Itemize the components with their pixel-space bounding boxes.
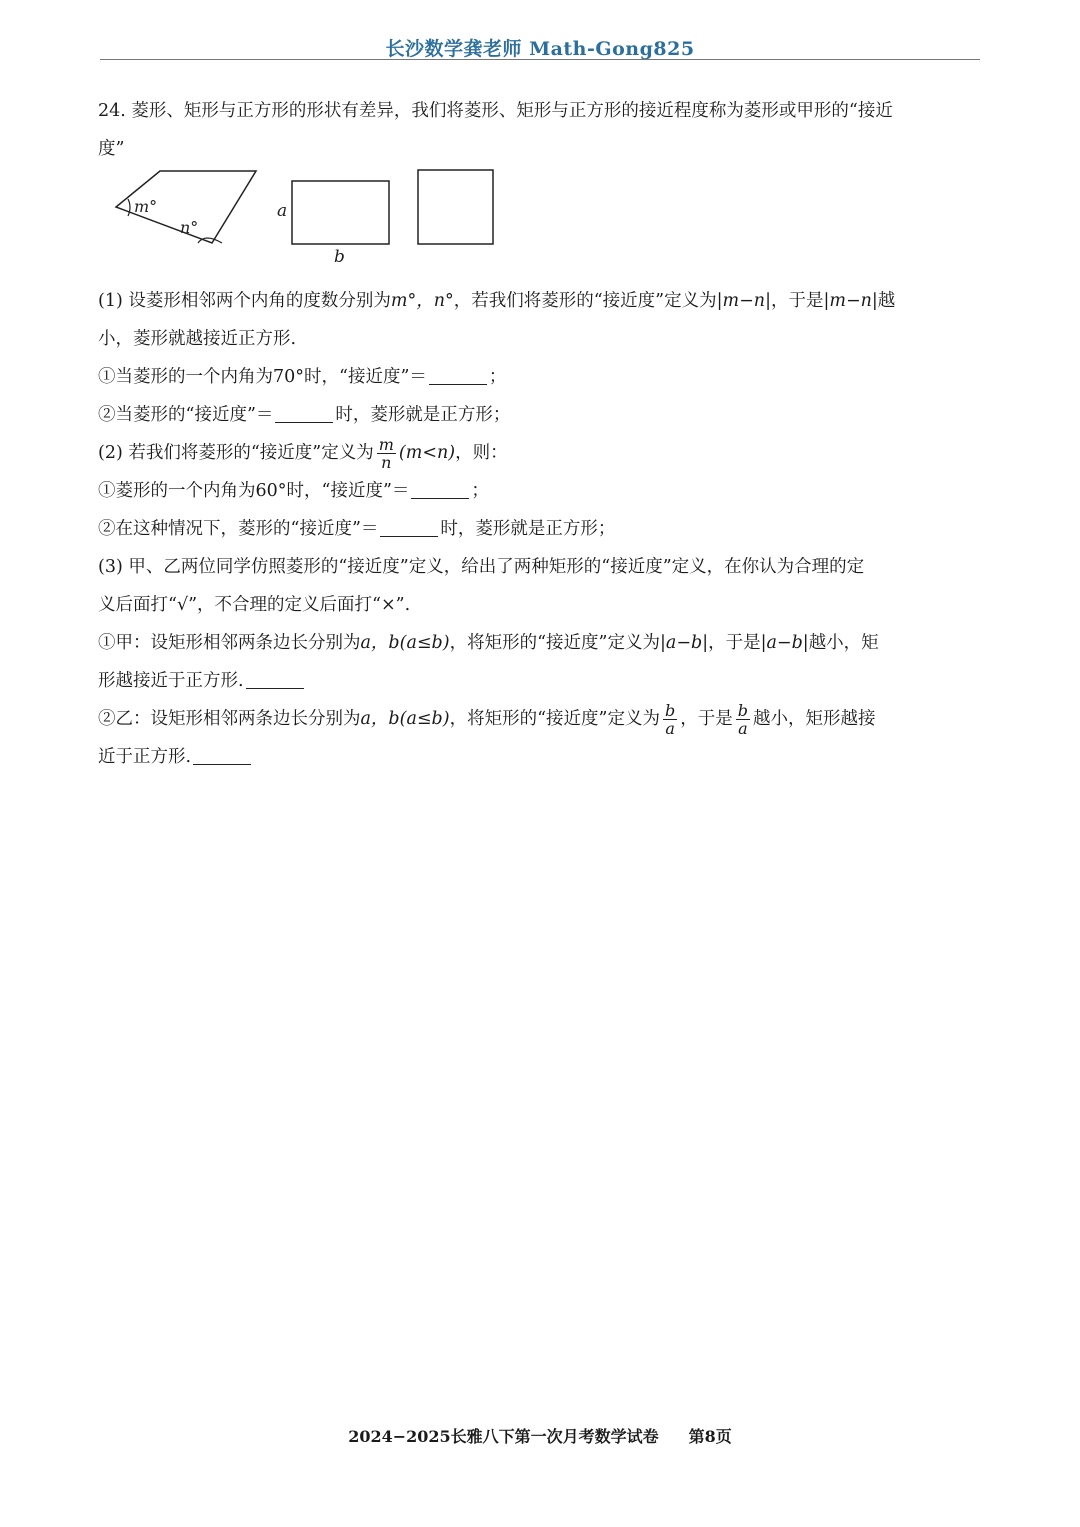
part1-q1: [98, 358, 986, 396]
part3-b-text-mid2: ，于是: [680, 709, 733, 729]
part3-b-line2: [98, 738, 986, 776]
part2-fraction: [377, 436, 396, 471]
shapes-figure: [110, 163, 510, 273]
rhombus-label-n: n°: [180, 218, 199, 237]
part1-abs-expr-2: |m−n|: [823, 291, 878, 311]
part3-a-text-end: 越小，矩: [808, 633, 879, 653]
part3-a-text: ①甲：设矩形相邻两条边长分别为: [98, 633, 361, 653]
part2-q1-text: ①菱形的一个内角为60°时，“接近度”＝: [98, 481, 410, 501]
page-header-title: 长沙数学龚老师 Math-Gong825: [385, 38, 695, 60]
rectangle-label-a: a: [277, 201, 288, 221]
part1-text-mid: ，若我们将菱形的“接近度”定义为: [453, 291, 717, 311]
part2-text-suffix: ，则：: [455, 443, 508, 463]
header-divider: [100, 59, 980, 60]
part2-q1-suffix: ；: [471, 481, 489, 501]
part2-condition: (m<n): [398, 443, 456, 463]
question-intro-text: 菱形、矩形与正方形的形状有差异，我们将菱形、矩形与正方形的接近程度称为菱形或甲形的“接近: [131, 101, 893, 121]
part2-q2-suffix: 时，菱形就是正方形；: [440, 519, 616, 539]
answer-blank-2-1[interactable]: [411, 480, 469, 499]
part2-q1: [98, 472, 986, 510]
part3-a-abs-expr-2: |a−b|: [760, 633, 809, 653]
part3-a-vars: a，b(a≤b): [360, 633, 450, 653]
part1-line2: 小，菱形就越接近正方形.: [98, 329, 297, 349]
part3-a-line2: [98, 662, 986, 700]
question-intro-line1: [98, 92, 986, 130]
fraction-denominator: a: [738, 719, 748, 738]
part1-text-end: 越: [877, 291, 896, 311]
part3-b-line2-text: 近于正方形.: [98, 747, 192, 767]
part1-q1-suffix: ；: [488, 367, 507, 387]
part3-a-line1: [98, 624, 986, 662]
part2-line: [98, 434, 986, 472]
rectangle-label-b: b: [334, 247, 345, 267]
answer-blank-3-1[interactable]: [246, 670, 304, 689]
part1-q2: [98, 396, 986, 434]
part1-vars: m°，n°: [390, 291, 454, 311]
part1-text: (1) 设菱形相邻两个内角的度数分别为: [98, 291, 391, 311]
part3-a-text-mid: ，将矩形的“接近度”定义为: [449, 633, 660, 653]
shapes-diagram: [110, 163, 510, 273]
part1-abs-expr: |m−n|: [716, 291, 771, 311]
fraction-numerator: b: [737, 701, 748, 720]
rhombus-angle-arc-m: [128, 199, 130, 216]
part3-a-text-mid2: ，于是: [708, 633, 761, 653]
rectangle-shape: [292, 181, 389, 244]
part3-b-vars: a，b(a≤b): [360, 709, 450, 729]
part3-b-fraction-2: [736, 702, 750, 737]
part2-q2: [98, 510, 986, 548]
part3-b-text-end: 越小，矩形越接: [753, 709, 876, 729]
answer-blank-1-2[interactable]: [275, 404, 333, 423]
answer-blank-1-1[interactable]: [429, 366, 487, 385]
question-number: 24.: [98, 101, 126, 121]
part1-text-mid2: ，于是: [770, 291, 824, 311]
fraction-denominator: a: [665, 719, 675, 738]
part1-q2-text: ②当菱形的“接近度”＝: [98, 405, 274, 425]
part1-q1-text: ①当菱形的一个内角为70°时，“接近度”＝: [98, 367, 427, 387]
fraction-numerator: b: [665, 701, 676, 720]
part3-b-fraction: [663, 702, 677, 737]
fraction-numerator: m: [378, 435, 394, 454]
part3-b-line1: [98, 700, 986, 738]
fraction-denominator: n: [381, 453, 392, 472]
rhombus-label-m: m°: [134, 197, 158, 216]
page-footer: [0, 1424, 1080, 1447]
answer-blank-3-2[interactable]: [193, 746, 251, 765]
part1-line1: [98, 282, 986, 320]
part2-text: (2) 若我们将菱形的“接近度”定义为: [98, 443, 374, 463]
part3-b-text: ②乙：设矩形相邻两条边长分别为: [98, 709, 361, 729]
part3-b-text-mid: ，将矩形的“接近度”定义为: [449, 709, 660, 729]
part3-line1: (3) 甲、乙两位同学仿照菱形的“接近度”定义，给出了两种矩形的“接近度”定义，在你认为合理的定: [98, 557, 865, 577]
part3-a-line2-text: 形越接近于正方形.: [98, 671, 244, 691]
answer-blank-2-2[interactable]: [380, 518, 438, 537]
part1-q2-suffix: 时，菱形就是正方形；: [335, 405, 511, 425]
footer-exam-title: 2024−2025长雅八下第一次月考数学试卷: [348, 1427, 659, 1446]
part3-a-abs-expr: |a−b|: [660, 633, 709, 653]
question-intro-line2: 度”: [98, 139, 125, 159]
part3-line2: 义后面打“√”，不合理的定义后面打“×”.: [98, 595, 411, 615]
part2-q2-text: ②在这种情况下，菱形的“接近度”＝: [98, 519, 379, 539]
footer-page-number: 第8页: [688, 1427, 732, 1446]
square-shape: [418, 170, 493, 244]
